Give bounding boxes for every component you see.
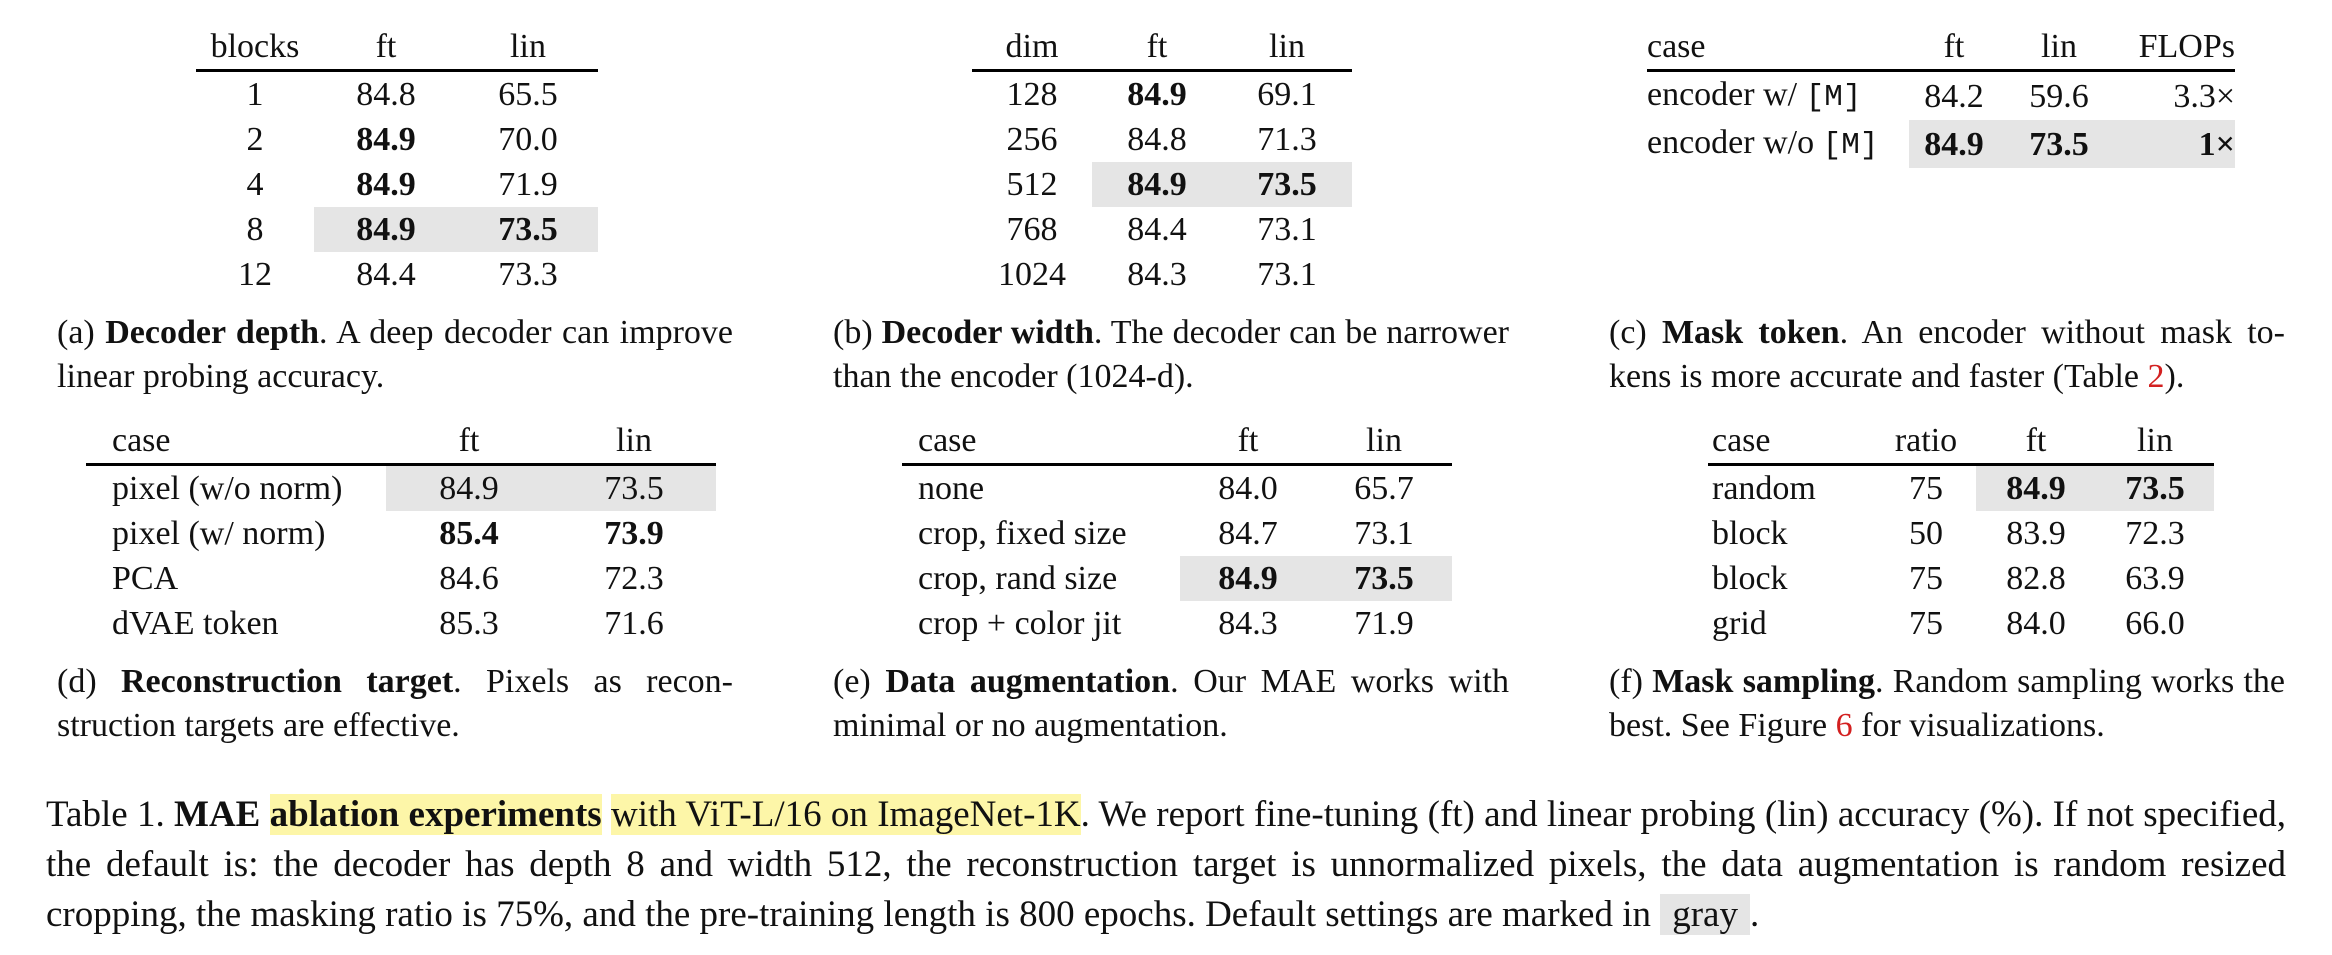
col-header-ft: ft: [386, 418, 552, 465]
cell-ratio: 75: [1909, 470, 1943, 507]
cell-case: [1647, 120, 1909, 168]
table-row: [196, 252, 598, 297]
cell-lin: 71.9: [498, 166, 558, 203]
cell-lin: 73.3: [498, 256, 558, 293]
cell-ft: 84.4: [1127, 211, 1187, 248]
col-header-ft: ft: [1092, 24, 1222, 71]
caption-e: [833, 660, 1509, 748]
col-header-lin: lin: [2096, 418, 2214, 465]
table-row: [86, 601, 716, 646]
table-row: [972, 252, 1352, 297]
table-row: [196, 71, 598, 118]
table-row: [972, 71, 1352, 118]
mask-token-code: [M]: [1805, 80, 1862, 115]
cell-ft: 84.2: [1924, 77, 1984, 115]
cell-ft: 83.9: [2006, 515, 2066, 552]
cell-ratio: 75: [1909, 560, 1943, 597]
cell-ft-best: 84.9: [356, 121, 416, 158]
decoder-width-table: [972, 24, 1352, 297]
cell-ft: 85.3: [439, 605, 499, 642]
col-header-ft: ft: [1909, 24, 1999, 71]
cell-lin: 73.1: [1354, 515, 1414, 552]
cell-blocks: 12: [238, 256, 272, 293]
caption-text: . Random sampling works the best. See Figure: [1609, 663, 2285, 744]
caption-title: Reconstruction target: [121, 663, 454, 700]
caption-c: [1609, 311, 2285, 399]
cell-lin: 63.9: [2125, 560, 2185, 597]
col-header-ft: ft: [314, 24, 458, 71]
cell-case: block: [1712, 515, 1788, 552]
caption-f: [1609, 660, 2285, 748]
cell-case: pixel (w/o norm): [112, 470, 343, 507]
cell-ratio: 50: [1909, 515, 1943, 552]
cell-lin-best: 73.9: [604, 515, 664, 552]
figure-reference-link[interactable]: 6: [1835, 707, 1853, 744]
table-row: [972, 207, 1352, 252]
cell-ft-best: 84.9: [314, 207, 458, 252]
cell-flops: 1×: [2119, 120, 2235, 168]
table-header-row: [196, 24, 598, 71]
caption-d: [57, 660, 733, 748]
col-header-lin: lin: [458, 24, 598, 71]
caption-label: (c): [1609, 314, 1662, 351]
cell-ratio: 75: [1909, 605, 1943, 642]
col-header-case: case: [1708, 418, 1876, 465]
cell-ft: 84.4: [356, 256, 416, 293]
col-header-lin: lin: [552, 418, 716, 465]
table-row: [86, 511, 716, 556]
cell-dim: 1024: [998, 256, 1066, 293]
table-row-default: [1647, 120, 2235, 168]
table-reference-link[interactable]: 2: [2147, 358, 2165, 395]
table-row: [196, 117, 598, 162]
subtable-f: [1708, 418, 2214, 646]
cell-lin: 72.3: [2125, 515, 2185, 552]
caption-label: Table 1.: [46, 794, 175, 835]
col-header-flops: FLOPs: [2119, 24, 2235, 71]
cell-lin: 70.0: [498, 121, 558, 158]
table-row: [1708, 511, 2214, 556]
cell-ft-best: 84.9: [1092, 162, 1222, 207]
table-header-row: [902, 418, 1452, 465]
col-header-blocks: blocks: [196, 24, 314, 71]
cell-case: crop, rand size: [918, 560, 1118, 597]
cell-lin-best: 73.5: [458, 207, 598, 252]
gray-marker-word: gray: [1660, 894, 1750, 935]
caption-label: (d): [57, 663, 121, 700]
cell-flops: 3.3×: [2173, 77, 2235, 115]
subtable-c: [1647, 24, 2235, 168]
case-text: encoder w/o: [1647, 124, 1823, 161]
cell-ft-best: 84.9: [356, 166, 416, 203]
cell-ft: 84.7: [1218, 515, 1278, 552]
caption-a: [57, 311, 733, 399]
col-header-ft: ft: [1976, 418, 2096, 465]
col-header-ft: ft: [1180, 418, 1316, 465]
cell-ft: 84.6: [439, 560, 499, 597]
caption-label: (b): [833, 314, 882, 351]
cell-lin: 65.5: [498, 76, 558, 113]
col-header-lin: lin: [1222, 24, 1352, 71]
cell-ft-best: 84.9: [1909, 120, 1999, 168]
highlighted-phrase: with ViT-L/16 on ImageNet-1K: [611, 794, 1081, 835]
caption-text-end: for visualizations.: [1852, 707, 2105, 744]
cell-case: [1647, 71, 1909, 121]
subtable-b: [972, 24, 1352, 297]
cell-ft: 82.8: [2006, 560, 2066, 597]
cell-lin-best: 73.5: [1999, 120, 2119, 168]
caption-text: . Pixels as reconstruction targets are effective.: [57, 663, 733, 744]
caption-bold-title: MAE: [174, 794, 270, 835]
cell-ft: 84.3: [1127, 256, 1187, 293]
cell-dim: 512: [1006, 166, 1058, 203]
table-header-row: [1647, 24, 2235, 71]
caption-text: . The decoder can be narrower than the encoder (1024-d).: [833, 314, 1509, 395]
caption-b: [833, 311, 1509, 399]
cell-lin: 73.1: [1257, 256, 1317, 293]
data-augmentation-table: [902, 418, 1452, 646]
table-header-row: [972, 24, 1352, 71]
subtable-e: [902, 418, 1452, 646]
cell-lin: 71.3: [1257, 121, 1317, 158]
reconstruction-target-table: [86, 418, 716, 646]
subtable-d: [86, 418, 716, 646]
caption-title: Decoder depth: [105, 314, 320, 351]
cell-case: none: [918, 470, 985, 507]
cell-case: PCA: [112, 560, 179, 597]
cell-blocks: 4: [246, 166, 264, 203]
cell-lin: 71.9: [1354, 605, 1414, 642]
cell-case: dVAE token: [112, 605, 279, 642]
mask-sampling-table: [1708, 418, 2214, 646]
caption-text-end: ).: [2164, 358, 2185, 395]
cell-lin: 73.1: [1257, 211, 1317, 248]
cell-lin: 59.6: [2029, 77, 2089, 115]
cell-ft-best: 84.9: [1180, 556, 1316, 601]
col-header-lin: lin: [1316, 418, 1452, 465]
cell-ft: 84.0: [2006, 605, 2066, 642]
cell-case: grid: [1712, 605, 1767, 642]
cell-ft-best: 84.9: [1976, 465, 2096, 512]
col-header-dim: dim: [972, 24, 1092, 71]
cell-ft: 84.8: [1127, 121, 1187, 158]
caption-title: Data augmentation: [885, 663, 1171, 700]
highlighted-bold-phrase: ablation experiments: [269, 794, 602, 835]
caption-space: [602, 794, 611, 835]
caption-end: .: [1749, 894, 1760, 935]
caption-label: (f): [1609, 663, 1653, 700]
cell-lin: 65.7: [1354, 470, 1414, 507]
cell-dim: 768: [1006, 211, 1058, 248]
table-row: [1647, 71, 2235, 121]
col-header-case: case: [86, 418, 386, 465]
cell-case: block: [1712, 560, 1788, 597]
caption-title: Mask sampling: [1652, 663, 1875, 700]
cell-lin-best: 73.5: [1222, 162, 1352, 207]
cell-ft-best: 85.4: [439, 515, 499, 552]
caption-title: Mask token: [1661, 314, 1840, 351]
cell-lin: 71.6: [604, 605, 664, 642]
table-row-default: [972, 162, 1352, 207]
table-row: [1708, 556, 2214, 601]
mask-token-table: [1647, 24, 2235, 168]
table-row: [86, 556, 716, 601]
subtable-a: [196, 24, 598, 297]
mask-token-code: [M]: [1822, 128, 1879, 163]
caption-text: . Our MAE works with minimal or no augmentation.: [833, 663, 1509, 744]
cell-blocks: 2: [246, 121, 264, 158]
cell-blocks: 8: [246, 211, 264, 248]
table-row: [196, 162, 598, 207]
table-row: [1708, 601, 2214, 646]
cell-blocks: 1: [246, 76, 264, 113]
cell-lin: 69.1: [1257, 76, 1317, 113]
cell-lin: 72.3: [604, 560, 664, 597]
cell-lin-best: 73.5: [1316, 556, 1452, 601]
cell-ft: 84.9: [386, 465, 552, 512]
cell-lin: 73.5: [552, 465, 716, 512]
table-row-default: [1708, 465, 2214, 512]
cell-dim: 256: [1006, 121, 1058, 158]
cell-dim: 128: [1006, 76, 1058, 113]
table-header-row: [1708, 418, 2214, 465]
col-header-case: case: [902, 418, 1180, 465]
caption-text: . An encoder without mask tokens is more accurate and faster (Table: [1609, 314, 2285, 395]
case-text: encoder w/: [1647, 76, 1806, 113]
col-header-lin: lin: [1999, 24, 2119, 71]
decoder-depth-table: [196, 24, 598, 297]
cell-case: random: [1712, 470, 1816, 507]
cell-ft-best: 84.9: [1127, 76, 1187, 113]
table-row: [972, 117, 1352, 162]
table-main-caption: [46, 790, 2286, 940]
caption-text: . A deep decoder can improve linear probing accuracy.: [57, 314, 733, 395]
cell-ft: 84.3: [1218, 605, 1278, 642]
cell-case: pixel (w/ norm): [112, 515, 326, 552]
caption-label: (e): [833, 663, 886, 700]
table-row: [902, 465, 1452, 512]
table-row-default: [902, 556, 1452, 601]
cell-case: crop + color jit: [918, 605, 1122, 642]
caption-title: Decoder width: [881, 314, 1094, 351]
col-header-case: case: [1647, 24, 1909, 71]
cell-case: crop, fixed size: [918, 515, 1127, 552]
table-row-default: [196, 207, 598, 252]
cell-ft: 84.0: [1218, 470, 1278, 507]
cell-ft: 84.8: [356, 76, 416, 113]
table-row: [902, 601, 1452, 646]
caption-body: . We report fine-tuning (ft) and linear probing (lin) accuracy (%). If not specified, the default is: the decoder has depth 8 and width 512, the reconstruction target is unnormalized pixels, the data augmentation is random resized cropping, the masking ratio is 75%, and the pre-training length is 800 epochs. Default settings are marked in: [46, 794, 2286, 935]
table-header-row: [86, 418, 716, 465]
cell-lin: 66.0: [2125, 605, 2185, 642]
table-row: [902, 511, 1452, 556]
col-header-ratio: ratio: [1876, 418, 1976, 465]
table-row-default: [86, 465, 716, 512]
caption-label: (a): [57, 314, 106, 351]
cell-lin-best: 73.5: [2096, 465, 2214, 512]
